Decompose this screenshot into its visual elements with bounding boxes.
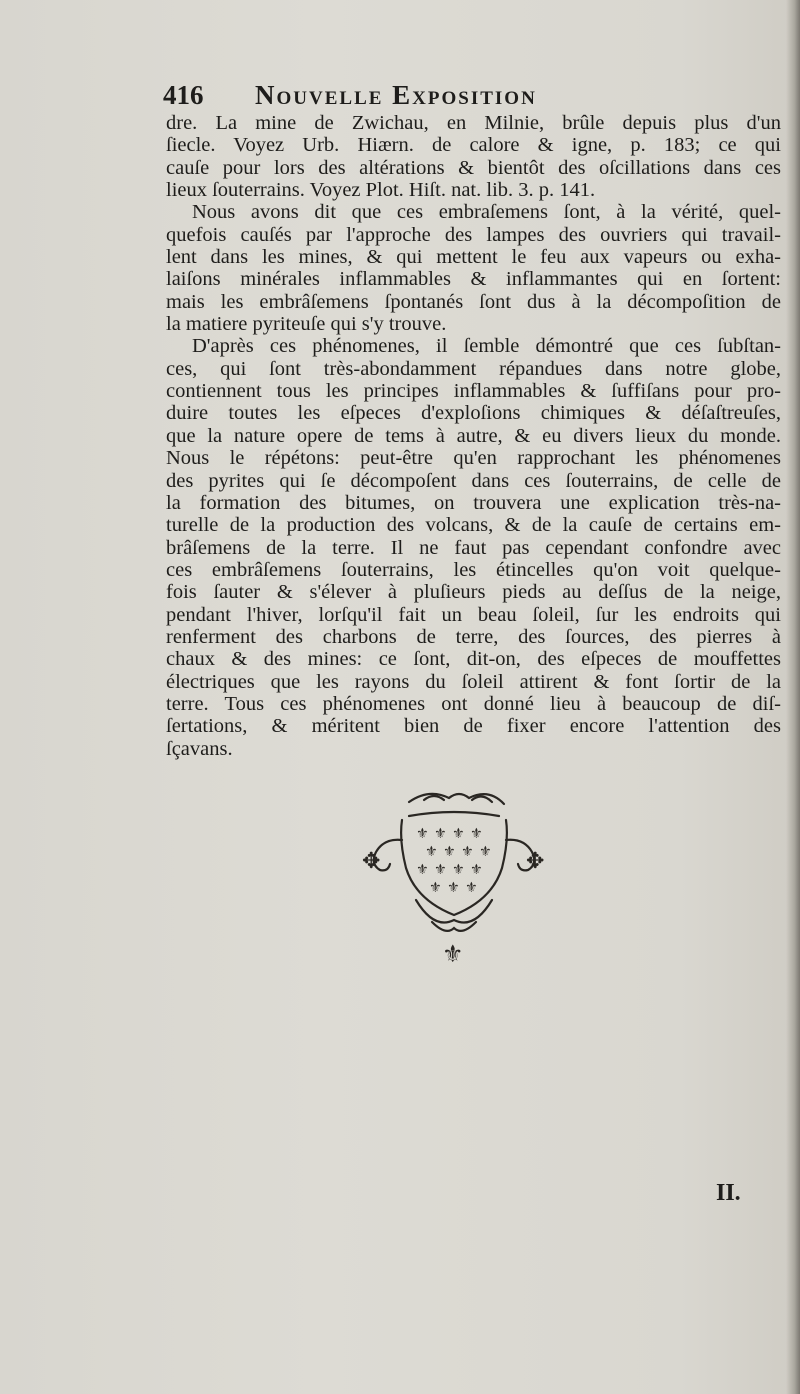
text-line: contiennent tous les principes inflammables & ſuffiſans pour pro- xyxy=(166,380,781,403)
svg-text:⚜: ⚜ xyxy=(465,880,478,896)
svg-text:⚜: ⚜ xyxy=(479,844,492,860)
svg-text:⚜: ⚜ xyxy=(442,940,464,968)
text-line: électriques que les rayons du ſoleil attirent & font ſortir de la xyxy=(166,670,781,693)
text-line: fois ſauter & s'élever à pluſieurs pieds au deſſus de la neige, xyxy=(166,581,781,604)
text-line: terre. Tous ces phénomenes ont donné lieu à beaucoup de diſ- xyxy=(166,692,781,715)
svg-text:⚜: ⚜ xyxy=(416,826,429,842)
catchword: II. xyxy=(716,1180,741,1206)
page-header xyxy=(163,80,723,116)
svg-text:⚜: ⚜ xyxy=(461,844,474,860)
page-edge-shadow xyxy=(786,0,800,1394)
text-line: Nous avons dit que ces embraſemens ſont, à la vérité, quel- xyxy=(192,201,781,224)
text-line: que la nature opere de tems à autre, & eu divers lieux du monde. xyxy=(166,424,781,447)
svg-text:⚜: ⚜ xyxy=(447,880,460,896)
svg-text:⚜: ⚜ xyxy=(470,862,483,878)
text-line: duire toutes les eſpeces d'exploſions chimiques & déſaſtreuſes, xyxy=(166,402,781,425)
svg-text:⚜: ⚜ xyxy=(434,826,447,842)
text-line: quefois cauſés par l'approche des lampes des ouvriers qui travail- xyxy=(166,223,781,246)
text-line: ſertations, & méritent bien de fixer encore l'attention des xyxy=(166,715,781,738)
svg-text:⚜: ⚜ xyxy=(429,880,442,896)
text-line: la formation des bitumes, on trouvera une explication très-na- xyxy=(166,491,781,514)
text-line: chaux & des mines: ce ſont, dit-on, des eſpeces de mouffettes xyxy=(166,648,781,671)
text-line: cauſe pour lors des altérations & bientôt des oſcillations dans ces xyxy=(166,156,781,179)
text-line: mais les embrâſemens ſpontanés ſont dus à la décompoſition de xyxy=(166,290,781,313)
running-title: Nouvelle Exposition xyxy=(255,80,537,110)
text-line: ces, qui ſont très-abondamment répandues dans notre globe, xyxy=(166,357,781,380)
svg-text:✥: ✥ xyxy=(362,849,381,874)
text-line: D'après ces phénomenes, il ſemble démontré que ces ſubſtan- xyxy=(192,335,781,358)
text-line: renferment des charbons de terre, des ſources, des pierres à xyxy=(166,625,781,648)
text-line: Nous le répétons: peut-être qu'en rapprochant les phénomenes xyxy=(166,447,781,470)
svg-text:⚜: ⚜ xyxy=(416,862,429,878)
text-line: la matiere pyriteuſe qui s'y trouve. xyxy=(166,313,447,336)
fleur-de-lis-vignette-icon xyxy=(354,780,554,970)
svg-text:✥: ✥ xyxy=(526,849,545,874)
svg-text:⚜: ⚜ xyxy=(425,844,438,860)
svg-text:⚜: ⚜ xyxy=(452,862,465,878)
svg-text:⚜: ⚜ xyxy=(452,826,465,842)
text-line: brâſemens de la terre. Il ne faut pas cependant confondre avec xyxy=(166,536,781,559)
text-line: ſiecle. Voyez Urb. Hiærn. de calore & igne, p. 183; ce qui xyxy=(166,134,781,157)
text-line: lent dans les mines, & qui mettent le feu aux vapeurs ou exha- xyxy=(166,246,781,269)
text-line: des pyrites qui ſe décompoſent dans ces ſouterrains, de celle de xyxy=(166,469,781,492)
text-line: ſçavans. xyxy=(166,737,233,760)
body-text xyxy=(166,112,786,760)
page-number: 416 xyxy=(163,80,204,110)
svg-text:⚜: ⚜ xyxy=(470,826,483,842)
svg-text:⚜: ⚜ xyxy=(434,862,447,878)
text-line: laiſons minérales inflammables & inflammantes qui en ſortent: xyxy=(166,268,781,291)
svg-text:⚜: ⚜ xyxy=(443,844,456,860)
text-line: lieux ſouterrains. Voyez Plot. Hiſt. nat. lib. 3. p. 141. xyxy=(166,179,596,202)
text-line: turelle de la production des volcans, & de la cauſe de certains em- xyxy=(166,514,781,537)
text-line: dre. La mine de Zwichau, en Milnie, brûle depuis plus d'un xyxy=(166,112,781,134)
text-line: ces embrâſemens ſouterrains, les étincelles qu'on voit quelque- xyxy=(166,558,781,581)
text-line: pendant l'hiver, lorſqu'il fait un beau ſoleil, ſur les endroits qui xyxy=(166,603,781,626)
